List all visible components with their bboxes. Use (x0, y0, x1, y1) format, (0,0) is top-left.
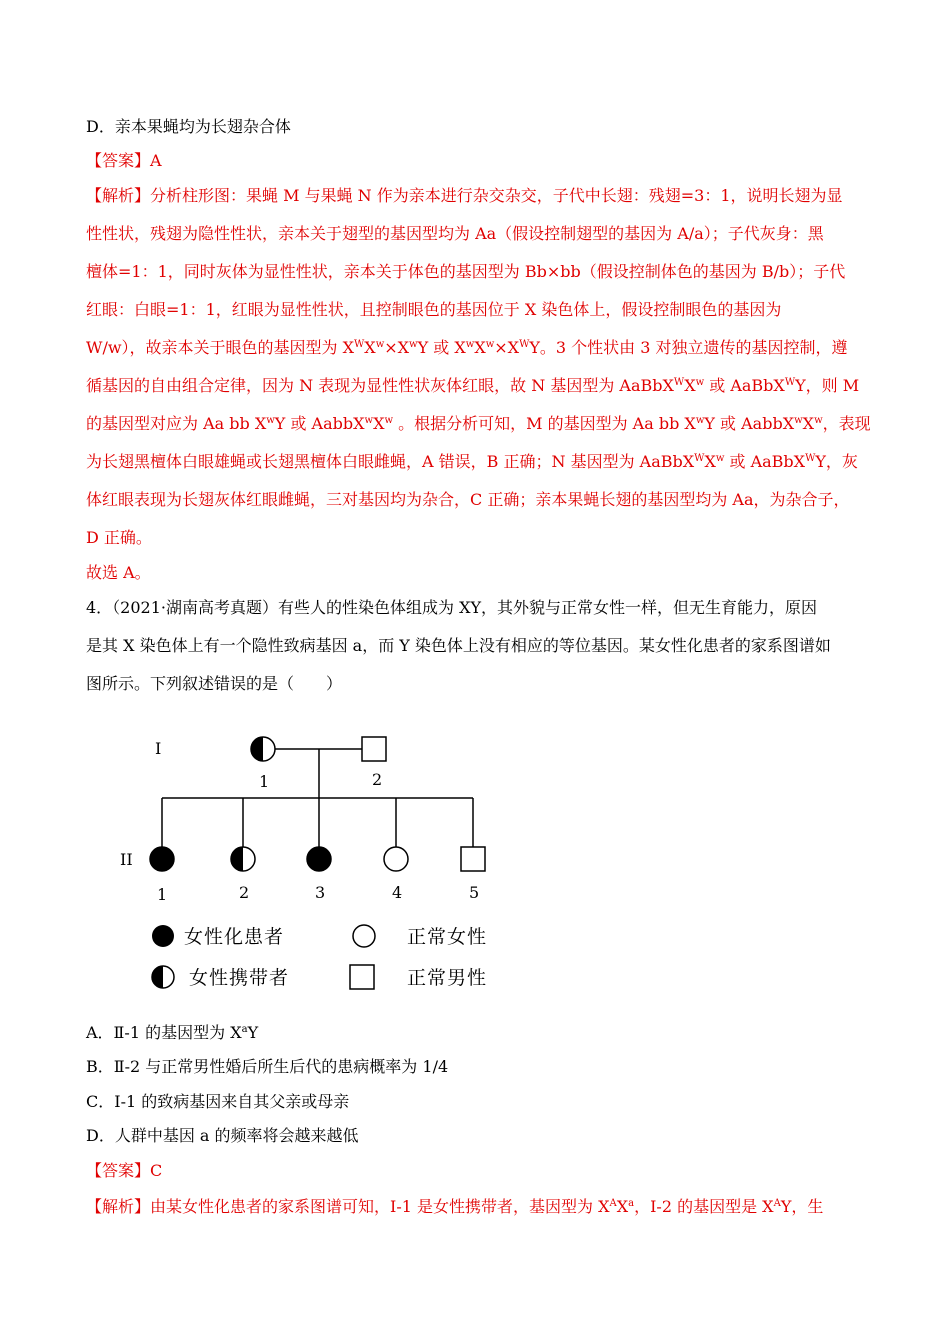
q3-analysis-line-10: D 正确。 (86, 528, 152, 547)
individual-ii-5-normal-male (461, 847, 485, 871)
legend-carrier-icon (152, 966, 174, 988)
generation-label-1: I (155, 739, 162, 758)
generation-label-2: II (120, 850, 133, 869)
legend-normal-female-label: 正常女性 (407, 926, 488, 948)
q3-conclusion: 故选 A。 (86, 563, 151, 582)
label-i-1: 1 (259, 772, 270, 791)
q3-analysis-line-5: W/w），故亲本关于眼色的基因型为 $X^WX^w\times X^wY$ 或 $X^wX^w\times X^WY$。3 个性状由 3 对独立遗传的基因控制，遵 (86, 338, 848, 357)
q3-analysis-line-9: 体红眼表现为长翅灰体红眼雌蝇，三对基因均为杂合，C 正确；亲本果蝇长翅的基因型均为 Aa，为杂合子， (86, 490, 850, 509)
legend-normal-female-icon (353, 925, 375, 947)
q4-stem-line-2: 是其 X 染色体上有一个隐性致病基因 a，而 Y 染色体上没有相应的等位基因。某女性化患者的家系图谱如 (86, 636, 831, 655)
individual-ii-1-affected (150, 847, 174, 871)
q4-option-a: A．Ⅱ-1 的基因型为 $X^aY$ (86, 1023, 259, 1042)
label-ii-5: 5 (469, 883, 480, 902)
analysis-text: 分析柱形图：果蝇 M 与果蝇 N 作为亲本进行杂交杂交，子代中长翅：残翅=3：1，说明长翅为显 (150, 186, 843, 205)
individual-ii-3-affected (307, 847, 331, 871)
individual-ii-2-carrier-female (231, 847, 255, 871)
q4-analysis-line-1 (86, 1196, 823, 1218)
analysis-tag: 【解析】 (86, 1197, 151, 1216)
q4-answer: 【答案】C (86, 1161, 163, 1180)
legend-affected-icon (152, 925, 174, 947)
q4-option-b: B．Ⅱ-2 与正常男性婚后所生后代的患病概率为 1/4 (86, 1057, 449, 1076)
individual-i-1-carrier-female (251, 737, 275, 761)
q3-analysis-line-6: 循基因的自由组合定律，因为 N 表现为显性性状灰体红眼，故 N 基因型为 $AaBbX^WX^w$ 或 AaBbX$^W$Y，则 M (86, 376, 860, 395)
q3-analysis-line-1 (86, 185, 843, 207)
label-ii-3: 3 (315, 883, 326, 902)
label-ii-2: 2 (239, 883, 250, 902)
label-i-2: 2 (372, 770, 383, 789)
q3-option-d: D．亲本果蝇均为长翅杂合体 (86, 117, 291, 136)
q4-stem-line-1: 4．（2021·湖南高考真题）有些人的性染色体组成为 XY，其外貌与正常女性一样，但无生育能力，原因 (86, 598, 818, 617)
q3-analysis-line-4: 红眼：白眼=1：1，红眼为显性性状，且控制眼色的基因位于 X 染色体上，假设控制眼色的基因为 (86, 300, 782, 319)
individual-i-2-normal-male (362, 737, 386, 761)
individual-ii-4-normal-female (384, 847, 408, 871)
q4-stem-line-3: 图所示。下列叙述错误的是（ ） (86, 674, 343, 693)
q3-analysis-line-2: 性性状，残翅为隐性性状，亲本关于翅型的基因型均为 Aa（假设控制翅型的基因为 A/a）；子代灰身：黑 (86, 224, 824, 243)
legend-normal-male-label: 正常男性 (407, 967, 488, 989)
q4-option-d: D．人群中基因 a 的频率将会越来越低 (86, 1126, 359, 1145)
legend-normal-male-icon (350, 965, 374, 989)
q3-answer: 【答案】A (86, 151, 162, 170)
q3-analysis-line-3: 檀体=1：1，同时灰体为显性性状，亲本关于体色的基因型为 Bb×bb（假设控制体色的基因为 B/b）；子代 (86, 262, 846, 281)
label-ii-4: 4 (392, 883, 403, 902)
label-ii-1: 1 (157, 885, 168, 904)
q3-analysis-line-7: 的基因型对应为 Aa bb $X^wY$ 或 $AabbX^wX^w$ 。根据分析可知，M 的基因型为 Aa bb $X^wY$ 或 $AabbX^wX^w$，表现 (86, 414, 871, 433)
legend-affected-label: 女性化患者 (184, 926, 285, 948)
analysis-tag: 【解析】 (86, 186, 151, 205)
analysis-text: 由某女性化患者的家系图谱可知，Ⅰ-1 是女性携带者，基因型为 $X^AX^a$，Ⅰ-2 的基因型是 $X^AY$，生 (150, 1197, 824, 1216)
q4-option-c: C．I-1 的致病基因来自其父亲或母亲 (86, 1092, 350, 1111)
legend-carrier-label: 女性携带者 (189, 967, 290, 989)
pedigree-diagram (100, 720, 520, 1005)
q3-analysis-line-8: 为长翅黑檀体白眼雄蝇或长翅黑檀体白眼雌蝇，A 错误，B 正确；N 基因型为 $AaBbX^WX^w$ 或 AaBbX$^W$Y，灰 (86, 452, 858, 471)
